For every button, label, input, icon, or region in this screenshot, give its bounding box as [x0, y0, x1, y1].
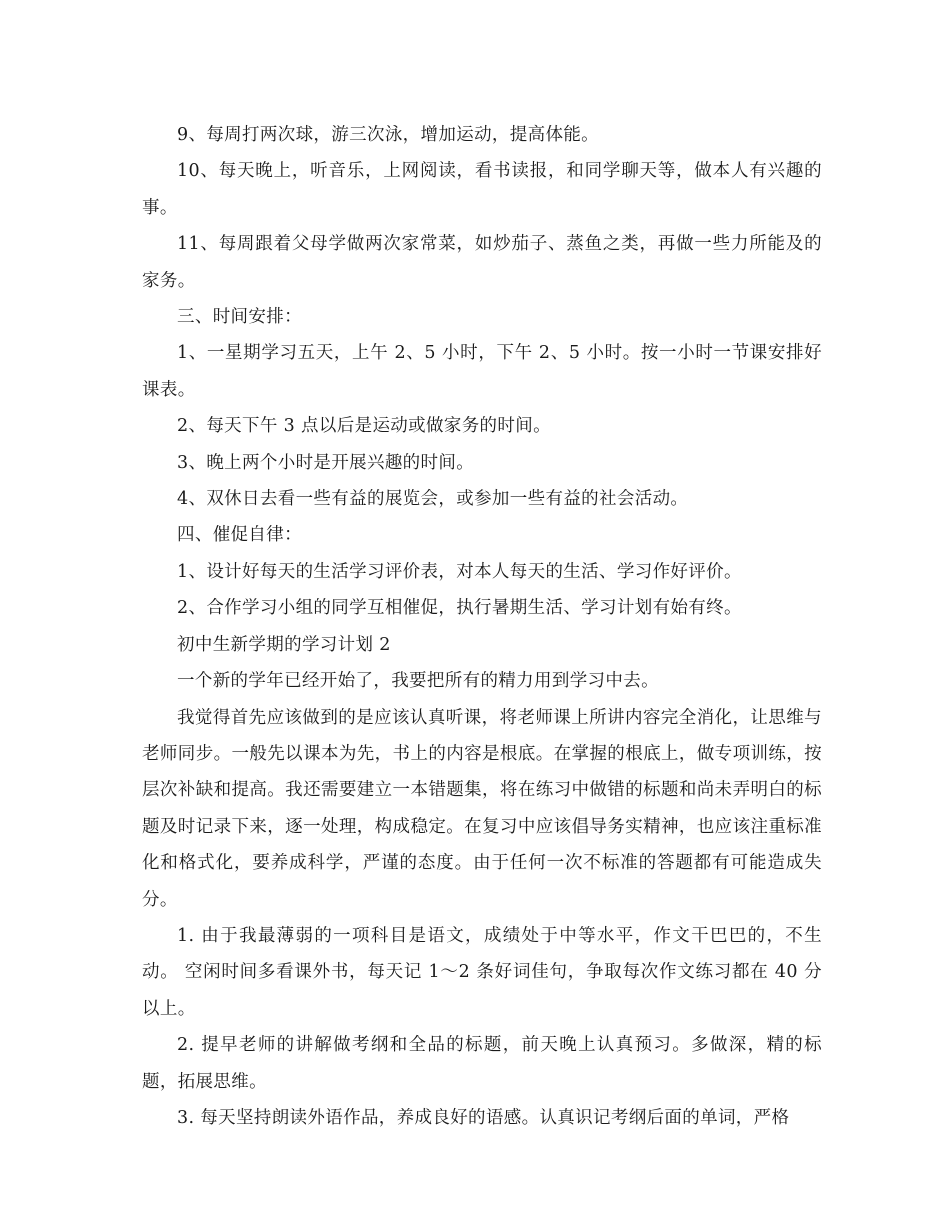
paragraph-plan-3: 3. 每天坚持朗读外语作品，养成良好的语感。认真识记考纲后面的单词，严格 — [177, 1107, 790, 1128]
paragraph-study-approach: 我觉得首先应该做到的是应该认真听课，将老师课上所讲内容完全消化，让思维与老师同步。一般先以课本为先，书上的内容是根底。在掌握的根底上，做专项训练，按层次补缺和提高。我还需要建立一本错题集，将在练习中做错的标题和尚未弄明白的标题及时记录下来，逐一处理，构成稳定。在复习中应该倡导务实精神，也应该注重标准化和格式化，要养成科学，严谨的态度。由于任何一次不标准的答题都有可能造成失分。 — [142, 707, 822, 910]
paragraph-intro: 一个新的学年已经开始了，我要把所有的精力用到学习中去。 — [177, 671, 659, 692]
paragraph-item-9: 9、每周打两次球，游三次泳，增加运动，提高体能。 — [177, 125, 600, 145]
paragraph-schedule-2: 2、每天下午 3 点以后是运动或做家务的时间。 — [177, 416, 551, 437]
paragraph-discipline-2: 2、合作学习小组的同学互相催促，执行暑期生活、学习计划有始有终。 — [177, 598, 742, 619]
document-subtitle: 初中生新学期的学习计划 2 — [177, 634, 391, 655]
section-heading-time-schedule: 三、时间安排： — [177, 307, 302, 328]
paragraph-item-11: 11、每周跟着父母学做两次家常菜，如炒茄子、蒸鱼之类，再做一些力所能及的家务。 — [142, 234, 822, 291]
paragraph-plan-2: 2. 提早老师的讲解做考纲和全品的标题，前天晚上认真预习。多做深，精的标题，拓展思维。 — [142, 1035, 822, 1092]
document-body — [142, 117, 822, 1136]
paragraph-discipline-1: 1、设计好每天的生活学习评价表，对本人每天的生活、学习作好评价。 — [177, 561, 742, 582]
paragraph-schedule-4: 4、双休日去看一些有益的展览会，或参加一些有益的社会活动。 — [177, 489, 689, 510]
paragraph-plan-1: 1. 由于我最薄弱的一项科目是语文，成绩处于中等水平，作文干巴巴的，不生动。 空闲时间多看课外书，每天记 1～2 条好词佳句，争取每次作文练习都在 40 分以上。 — [142, 925, 822, 1019]
section-heading-self-discipline: 四、催促自律： — [177, 525, 302, 546]
paragraph-schedule-1: 1、一星期学习五天，上午 2、5 小时，下午 2、5 小时。按一小时一节课安排好课表。 — [142, 343, 822, 400]
paragraph-item-10: 10、每天晚上，听音乐，上网阅读，看书读报，和同学聊天等，做本人有兴趣的事。 — [142, 161, 822, 218]
paragraph-schedule-3: 3、晚上两个小时是开展兴趣的时间。 — [177, 452, 475, 473]
